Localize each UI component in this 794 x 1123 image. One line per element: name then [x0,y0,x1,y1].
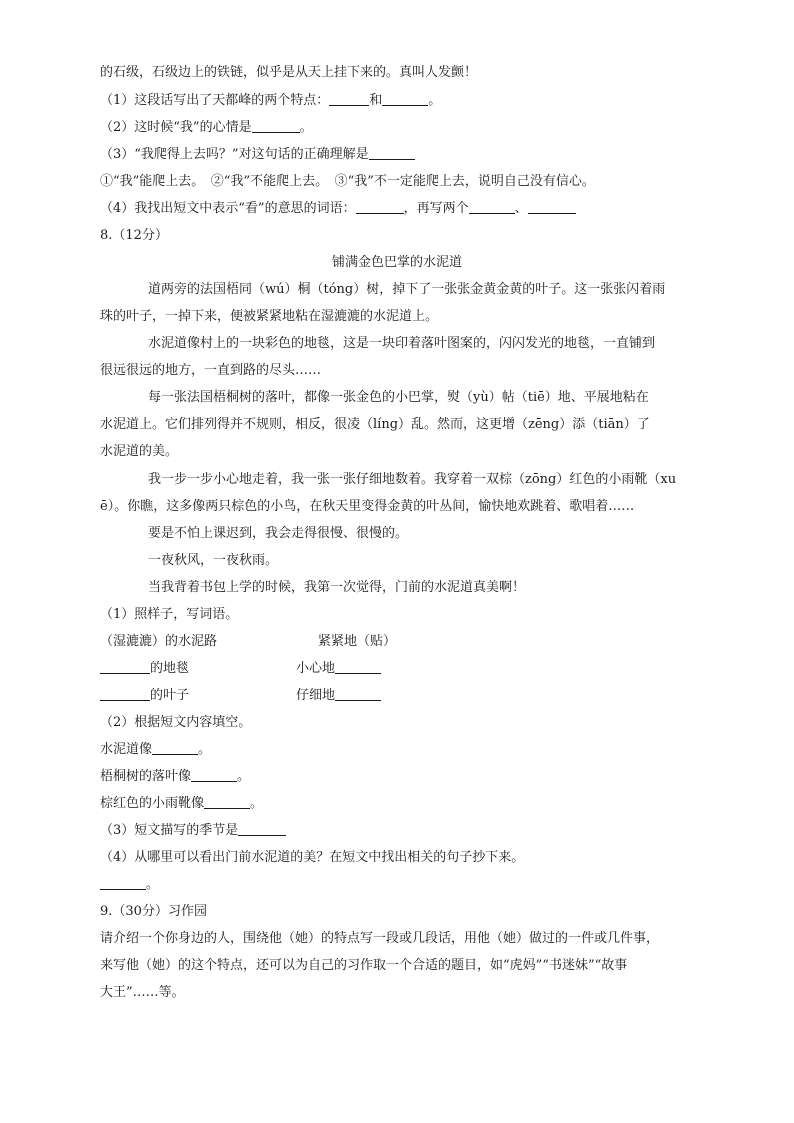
q8-paragraph-2-cont: 很远很远的地方，一直到路的尽头…… [100,363,322,378]
answer-blank[interactable] [369,145,415,160]
q8-fill-3 [100,794,263,814]
answer-blank[interactable] [356,199,404,214]
q8-paragraph-6: 一夜秋风，一夜秋雨。 [148,553,279,568]
answer-blank[interactable] [329,91,369,106]
q7-sub1 [100,91,441,111]
q7-sub3 [100,145,415,165]
answer-blank[interactable] [100,659,150,674]
q8-paragraph-7: 当我背着书包上学的时候，我第一次觉得，门前的水泥道真美啊！ [148,580,526,595]
answer-blank[interactable] [528,199,576,214]
q8-sub4: （4）从哪里可以看出门前水泥道的美？在短文中找出相关的句子抄下来。 [100,850,525,865]
q8-sub3-text: （3）短文描写的季节是 [100,823,239,838]
q7-sub1-text: （1）这段话写出了天都峰的两个特点： [100,93,330,108]
q7-sub3-text: （3）“我爬得上去吗？”对这句话的正确理解是 [100,147,369,162]
q8-fill-3-end: 。 [250,796,264,811]
q7-sub4 [100,199,576,219]
answer-blank[interactable] [100,686,150,701]
q7-sub3-options: ①“我”能爬上去。 ②“我”不能爬上去。 ③“我”不一定能爬上去，说明自己没有信心。 [100,174,595,189]
q7-sub1-end: 。 [428,93,442,108]
q8-paragraph-1-cont: 珠的叶子，一掉下来，便被紧紧地粘在湿漉漉的水泥道上。 [100,309,439,324]
q8-example-left: （湿漉漉）的水泥路 [100,634,218,649]
answer-blank[interactable] [469,199,515,214]
q8-fill-1 [100,740,211,760]
q8-fill-2 [100,767,250,787]
q8-sub2: （2）根据短文内容填空。 [100,715,252,730]
q7-sub4-text: （4）我找出短文中表示“看”的意思的词语： [100,201,356,216]
q7-sub2 [100,118,313,138]
q8-fill-3-text: 棕红色的小雨靴像 [100,796,205,811]
q8-example-right: 紧紧地（贴） [318,634,397,649]
q8-passage-title: 铺满金色巴掌的水泥道 [331,255,462,270]
q8-paragraph-2: 水泥道像村上的一块彩色的地毯，这是一块印着落叶图案的，闪闪发光的地毯，一直铺到 [148,336,656,351]
q9-prompt-2: 来写他（她）的这个特点，还可以为自己的习作取一个合适的题目，如“虎妈”“书迷妹”“故事 [100,958,628,973]
answer-blank[interactable] [204,794,250,809]
q7-sub2-text: （2）这时候“我”的心情是 [100,120,252,135]
q8-row2-left [100,686,189,706]
q8-fill-1-text: 水泥道像 [100,742,153,757]
answer-blank[interactable] [335,659,381,674]
q8-row2-right [296,686,381,706]
q8-row2-right-text: 仔细地 [296,688,336,703]
q7-sub1-and: 和 [369,93,383,108]
q8-fill-2-text: 梧桐树的落叶像 [100,769,192,784]
q8-fill-2-end: 。 [237,769,251,784]
q8-row1-left-text: 的地毯 [150,661,190,676]
q8-row1-right-text: 小心地 [296,661,336,676]
q8-sub4-answer [100,875,159,895]
q9-heading: 9.（30分）习作园 [100,904,207,919]
answer-blank[interactable] [382,91,428,106]
q8-paragraph-5: 要是不怕上课迟到，我会走得很慢、很慢的。 [148,526,409,541]
q8-sub4-end: 。 [146,877,160,892]
q9-prompt-3: 大王”……等。 [100,985,185,1000]
q8-heading: 8.（12分） [100,228,168,243]
answer-blank[interactable] [191,767,237,782]
q8-sub1: （1）照样子，写词语。 [100,607,239,622]
q8-row1-right [296,659,381,679]
q7-sub4-sep: 、 [514,201,528,216]
q7-sub2-end: 。 [299,120,313,135]
q8-fill-1-end: 。 [198,742,212,757]
answer-blank[interactable] [238,821,286,836]
q8-paragraph-4: 我一步一步小心地走着，我一张一张仔细地数着。我穿着一双棕（zōng）红色的小雨靴（xu [148,472,677,487]
q8-row2-left-text: 的叶子 [150,688,190,703]
q7-passage-end: 的石级，石级边上的铁链，似乎是从天上挂下来的。真叫人发颤！ [100,65,478,80]
q8-paragraph-3-end: 水泥道的美。 [100,444,179,459]
q8-paragraph-4-cont: ē）。你瞧，这多像两只棕色的小鸟，在秋天里变得金黄的叶丛间，愉快地欢跳着、歌唱着…… [100,499,635,514]
answer-blank[interactable] [335,686,381,701]
answer-blank[interactable] [100,875,146,890]
q8-paragraph-3: 每一张法国梧桐树的落叶，都像一张金色的小巴掌，熨（yù）帖（tiē）地、平展地粘在 [148,390,649,405]
q9-prompt-1: 请介绍一个你身边的人，围绕他（她）的特点写一段或几段话，用他（她）做过的一件或几件事， [100,931,660,946]
q7-sub4-mid: ，再写两个 [403,201,469,216]
answer-blank[interactable] [152,740,198,755]
q8-paragraph-3-cont: 水泥道上。它们排列得并不规则，相反，很凌（líng）乱。然而，这更增（zēng）添（tiān）了 [100,417,650,432]
q8-sub3 [100,821,286,841]
answer-blank[interactable] [252,118,300,133]
q8-paragraph-1: 道两旁的法国梧同（wú）桐（tóng）树，掉下了一张张金黄金黄的叶子。这一张张闪着雨 [148,282,666,297]
q8-row1-left [100,659,189,679]
